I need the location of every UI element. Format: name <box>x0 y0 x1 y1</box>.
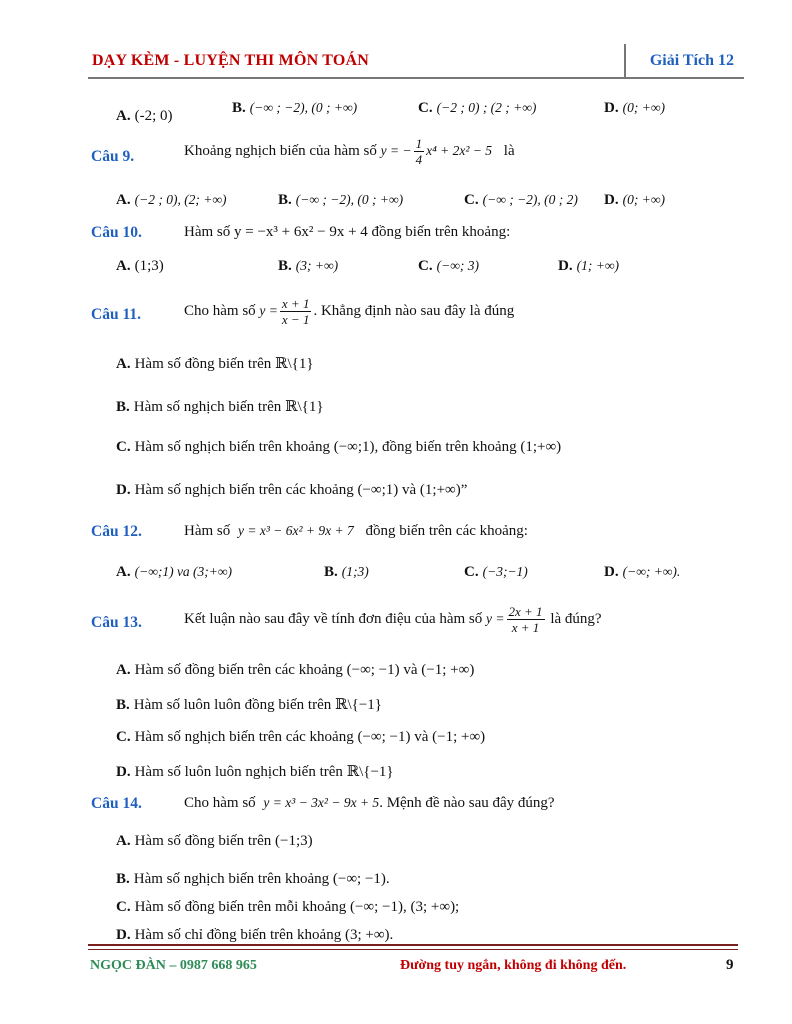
q11-text: Cho hàm số y = $\frac{x + 1}{x - 1}$ . Khẳng định nào sau đây là đúng <box>184 296 515 327</box>
q11-fraction: $\frac{x + 1}{x - 1}$ <box>281 296 310 327</box>
q10-label: Câu 10. <box>91 224 142 241</box>
q8-option-a: A. (-2; 0) <box>116 108 173 124</box>
q13-option-c: C. Hàm số nghịch biến trên các khoảng (−∞; −1) và (−1; +∞) <box>116 729 486 745</box>
q9-option-a: A. (−2 ; 0), (2; +∞) <box>116 192 227 208</box>
q13-option-d: D. Hàm số luôn luôn nghịch biến trên ℝ\{−1} <box>116 764 394 780</box>
header-rule <box>88 77 744 79</box>
q12-option-c: C. (−3;−1) <box>464 564 528 580</box>
q10-text: Hàm số y = −x³ + 6x² − 9x + 4 đồng biến trên khoảng: <box>184 224 511 240</box>
q14-option-c: C. Hàm số đồng biến trên mỗi khoảng (−∞; −1), (3; +∞); <box>116 899 460 915</box>
q13-text: Kết luận nào sau đây về tính đơn điệu của hàm số y = $\frac{2x + 1}{x + 1}$ là đúng? <box>184 604 602 635</box>
q14-label: Câu 14. <box>91 795 142 812</box>
q8-option-d: D. (0; +∞) <box>604 100 665 116</box>
footer-rule-bottom <box>88 949 738 950</box>
q11-option-c: C. Hàm số nghịch biến trên khoảng (−∞;1), đồng biến trên khoảng (1;+∞) <box>116 439 562 455</box>
q9-label: Câu 9. <box>91 148 135 165</box>
header-title: DẠY KÈM - LUYỆN THI MÔN TOÁN <box>92 52 370 69</box>
q13-option-b: B. Hàm số luôn luôn đồng biến trên ℝ\{−1} <box>116 697 382 713</box>
q11-label: Câu 11. <box>91 306 141 323</box>
q12-option-d: D. (−∞; +∞). <box>604 564 681 580</box>
footer-motto: Đường tuy ngắn, không đi không đến. <box>400 958 627 973</box>
q10-option-c: C. (−∞; 3) <box>418 258 479 274</box>
q12-label: Câu 12. <box>91 523 142 540</box>
q9-option-d: D. (0; +∞) <box>604 192 665 208</box>
q10-option-a: A. (1;3) <box>116 258 164 274</box>
q12-option-a: A. (−∞;1) va (3;+∞) <box>116 564 233 580</box>
q14-option-a: A. Hàm số đồng biến trên (−1;3) <box>116 833 313 849</box>
q9-fraction: $\frac{1}{4}$ <box>415 136 423 167</box>
q12-text: Hàm số y = x³ − 6x² + 9x + 7 đồng biến trên các khoảng: <box>184 523 528 539</box>
q13-label: Câu 13. <box>91 614 142 631</box>
q11-option-b: B. Hàm số nghịch biến trên ℝ\{1} <box>116 399 324 415</box>
q10-option-b: B. (3; +∞) <box>278 258 339 274</box>
footer-rule-top <box>88 944 738 946</box>
q8-option-b: B. (−∞ ; −2), (0 ; +∞) <box>232 100 358 116</box>
q11-option-d: D. Hàm số nghịch biến trên các khoảng (−∞;1) và (1;+∞)” <box>116 482 468 498</box>
q13-option-a: A. Hàm số đồng biến trên các khoảng (−∞; −1) và (−1; +∞) <box>116 662 475 678</box>
page-header <box>88 44 744 80</box>
header-divider <box>624 44 626 78</box>
q12-option-b: B. (1;3) <box>324 564 369 580</box>
q13-fraction: $\frac{2x + 1}{x + 1}$ <box>508 604 543 635</box>
q8-option-c: C. (−2 ; 0) ; (2 ; +∞) <box>418 100 537 116</box>
header-subject: Giải Tích 12 <box>649 52 734 69</box>
page-number: 9 <box>726 957 734 973</box>
q9-option-b: B. (−∞ ; −2), (0 ; +∞) <box>278 192 404 208</box>
footer-author: NGỌC ĐÀN – 0987 668 965 <box>90 958 257 973</box>
q9-text: Khoảng nghịch biến của hàm số y = − $\frac{1}{4}$ x⁴ + 2x² − 5 là <box>184 136 515 167</box>
q11-option-a: A. Hàm số đồng biến trên ℝ\{1} <box>116 356 314 372</box>
q14-option-b: B. Hàm số nghịch biến trên khoảng (−∞; −1). <box>116 871 390 887</box>
q9-option-c: C. (−∞ ; −2), (0 ; 2) <box>464 192 578 208</box>
q14-text: Cho hàm số y = x³ − 3x² − 9x + 5. Mệnh đề nào sau đây đúng? <box>184 795 555 811</box>
q14-option-d: D. Hàm số chỉ đồng biến trên khoảng (3; +∞). <box>116 927 394 943</box>
q10-option-d: D. (1; +∞) <box>558 258 619 274</box>
